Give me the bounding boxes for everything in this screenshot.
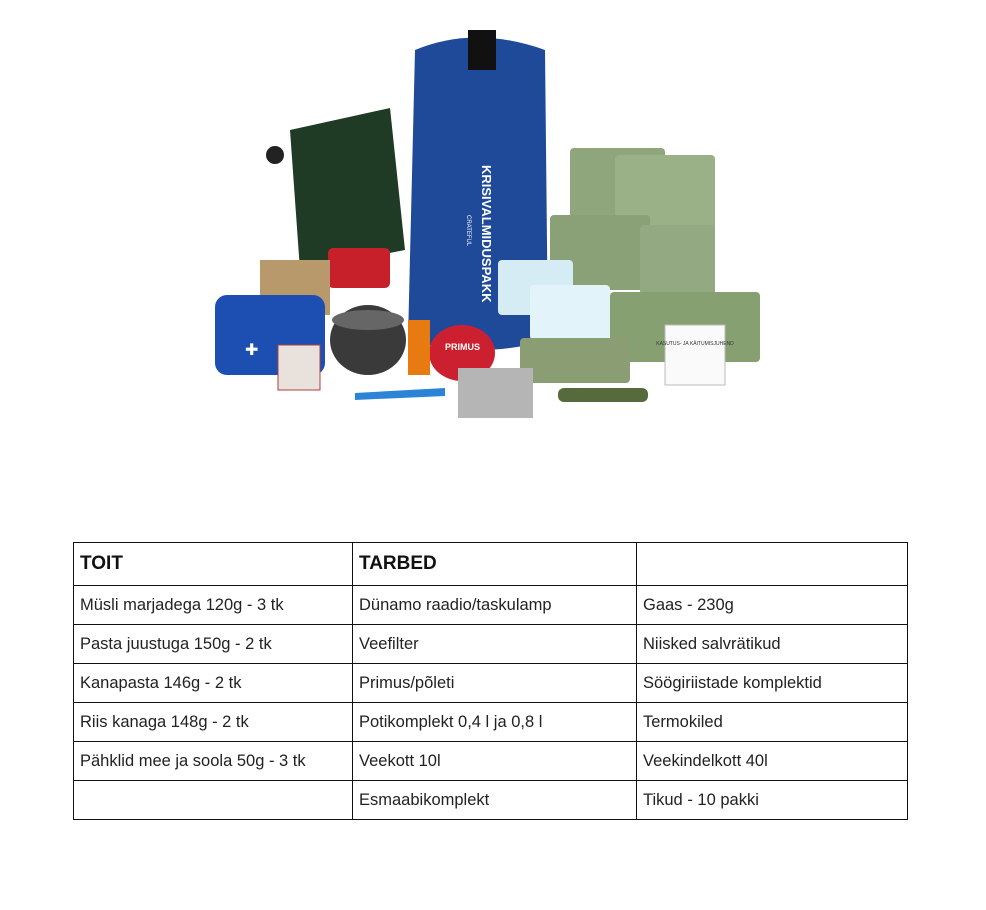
- table-cell: Dünamo raadio/taskulamp: [353, 586, 637, 625]
- table-cell: Tikud - 10 pakki: [637, 781, 908, 820]
- svg-text:✚: ✚: [245, 342, 259, 359]
- table-cell: Primus/põleti: [353, 664, 637, 703]
- table-cell: Müsli marjadega 120g - 3 tk: [74, 586, 353, 625]
- cutlery: [355, 388, 445, 400]
- table-row: [74, 703, 908, 742]
- table-row: [74, 586, 908, 625]
- table-cell: [74, 781, 353, 820]
- table-cell: Riis kanaga 148g - 2 tk: [74, 703, 353, 742]
- product-photo: [200, 20, 780, 440]
- table-header-row: [74, 543, 908, 586]
- table-row: [74, 742, 908, 781]
- table-cell: Niisked salvrätikud: [637, 625, 908, 664]
- table-cell: Veekindelkott 40l: [637, 742, 908, 781]
- table-row: [74, 781, 908, 820]
- table-cell: Söögiriistade komplektid: [637, 664, 908, 703]
- bag-buckle: [468, 30, 496, 70]
- bag-brand: CRATEFUL: [465, 215, 471, 247]
- table-cell: Esmaabikomplekt: [353, 781, 637, 820]
- water-bag: [290, 108, 405, 270]
- water-filter: [558, 388, 648, 402]
- header-food: TOIT: [74, 543, 353, 586]
- table-cell: Pasta juustuga 150g - 2 tk: [74, 625, 353, 664]
- dynamo-radio: [328, 248, 390, 288]
- bag-label: KRISIVALMIDUSPAKK: [479, 165, 494, 303]
- table-cell: Kanapasta 146g - 2 tk: [74, 664, 353, 703]
- water-bag-cap: [266, 146, 284, 164]
- table-cell: Veekott 10l: [353, 742, 637, 781]
- table-cell: Gaas - 230g: [637, 586, 908, 625]
- stove: [408, 320, 430, 375]
- table-cell: Termokiled: [637, 703, 908, 742]
- gas-label: PRIMUS: [445, 342, 481, 352]
- kit-contents-table: [73, 542, 908, 820]
- header-empty: [637, 543, 908, 586]
- manual-booklet: [665, 325, 725, 385]
- table-row: [74, 664, 908, 703]
- table-cell: Veefilter: [353, 625, 637, 664]
- header-supplies: TARBED: [353, 543, 637, 586]
- table-cell: Pähklid mee ja soola 50g - 3 tk: [74, 742, 353, 781]
- booklet-label: KASUTUS- JA KÄITUMISJUHEND: [656, 341, 734, 347]
- thermal-blankets: [458, 368, 533, 418]
- table-cell: Potikomplekt 0,4 l ja 0,8 l: [353, 703, 637, 742]
- matches: [278, 345, 320, 390]
- table-row: [74, 625, 908, 664]
